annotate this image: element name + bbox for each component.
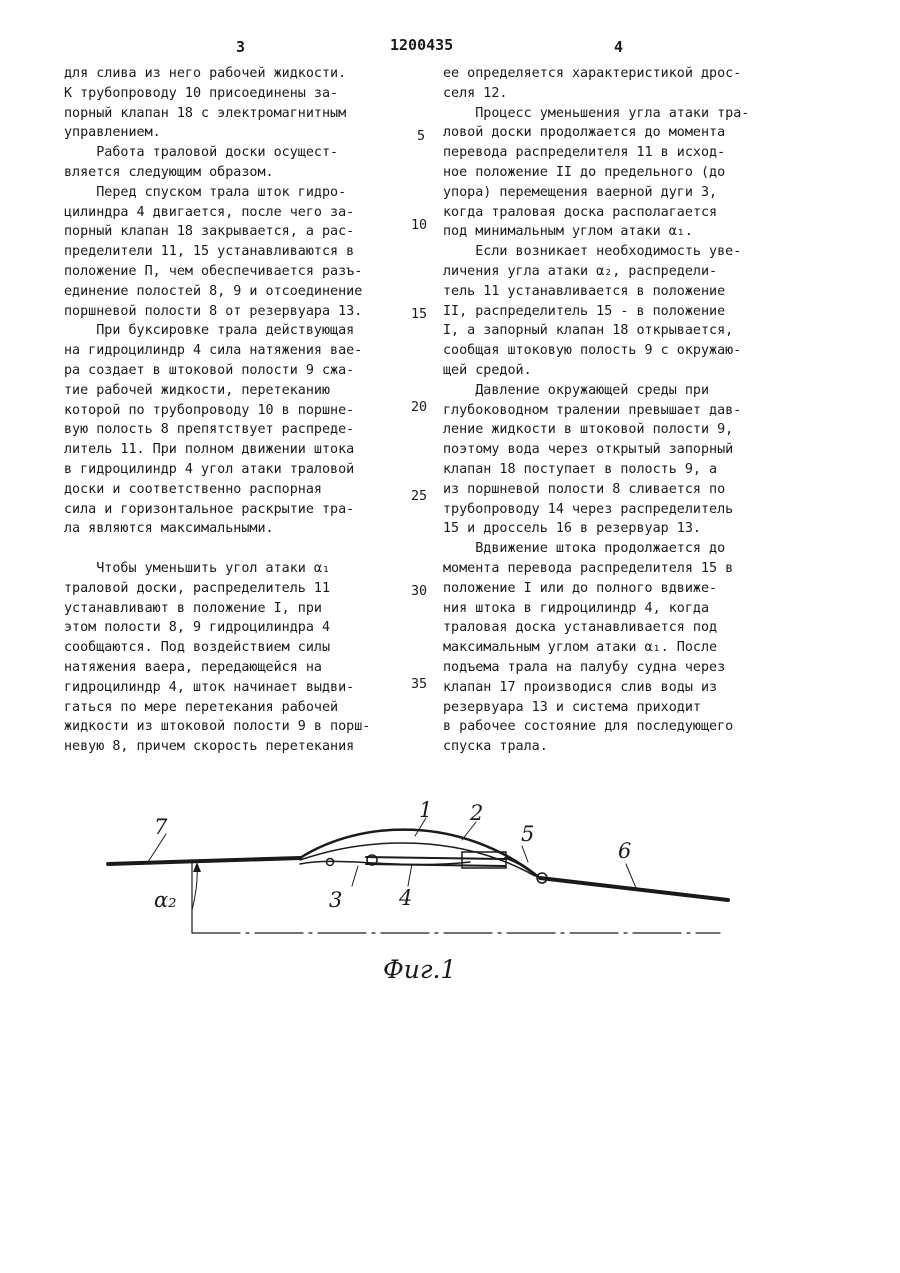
text-line: единение полостей 8, 9 и отсоединение <box>64 283 363 299</box>
text-line: ла являются максимальными. <box>64 521 274 537</box>
text-line: щей средой. <box>443 362 532 378</box>
figure-label-7: 7 <box>154 815 168 839</box>
text-line: ния штока в гидроцилиндр 4, когда <box>443 600 710 616</box>
text-line: поршневой полости 8 от резервуара 13. <box>64 303 363 319</box>
text-line: II, распределитель 15 - в положение <box>443 303 726 319</box>
leader-6 <box>626 864 636 888</box>
text-line: Если возникает необходимость уве- <box>443 244 742 260</box>
text-line: ление жидкости в штоковой полости 9, <box>443 422 734 438</box>
bracket-5 <box>505 858 540 878</box>
text-line: сообщая штоковую полость 9 с окружаю- <box>443 343 742 359</box>
text-line: перевода распределителя 11 в исход- <box>443 145 726 161</box>
text-line: Давление окружающей среды при <box>443 382 710 398</box>
text-line: когда траловая доска располагается <box>443 204 718 220</box>
text-line: клапан 17 производися слив воды из <box>443 679 718 695</box>
document-number: 1200435 <box>390 36 454 54</box>
warp-arc-3 <box>300 861 470 864</box>
text-line: на гидроцилиндр 4 сила натяжения вае- <box>64 343 363 359</box>
text-line: Вдвижение штока продолжается до <box>443 541 726 557</box>
line-number-35: 35 <box>411 677 428 692</box>
text-line: упора) перемещения ваерной дуги 3, <box>443 184 718 200</box>
text-line: Процесс уменьшения угла атаки тра- <box>443 105 750 121</box>
text-line: траловой доски, распределитель 11 <box>64 580 331 596</box>
line-number-30: 30 <box>411 584 428 599</box>
right-text-column <box>443 64 788 757</box>
trawl-cable-6 <box>540 878 728 900</box>
text-line: момента перевода распределителя 15 в <box>443 560 734 576</box>
text-line: максимальным углом атаки α₁. После <box>443 640 718 656</box>
text-line: личения угла атаки α₂, распредели- <box>443 263 718 279</box>
text-line: 15 и дроссель 16 в резервуар 13. <box>443 521 701 537</box>
warp-cable-7 <box>108 858 300 864</box>
text-line: которой по трубопроводу 10 в поршне- <box>64 402 355 418</box>
line-number-10: 10 <box>411 218 428 233</box>
arrowhead <box>193 862 201 872</box>
text-line: положение П, чем обеспечивается разъ- <box>64 263 363 279</box>
figure-caption: Фиг.1 <box>383 955 457 984</box>
text-line: устанавливают в положение I, при <box>64 600 322 616</box>
text-line: трубопроводу 14 через распределитель <box>443 501 734 517</box>
angle-label-alpha2: α₂ <box>154 888 177 912</box>
text-line: управлением. <box>64 125 161 141</box>
text-line: траловая доска устанавливается под <box>443 620 718 636</box>
text-line: в гидроцилиндр 4 угол атаки траловой <box>64 461 355 477</box>
figure-label-1: 1 <box>419 798 433 822</box>
text-line: сила и горизонтальное раскрытие тра- <box>64 501 355 517</box>
text-line: клапан 18 поступает в полость 9, а <box>443 461 718 477</box>
text-line: тель 11 устанавливается в положение <box>443 283 726 299</box>
left-text-column <box>64 64 409 757</box>
text-line: порный клапан 18 с электромагнитным <box>64 105 347 121</box>
text-line: доски и соответственно распорная <box>64 481 322 497</box>
leader-3 <box>352 866 358 886</box>
text-line: Перед спуском трала шток гидро- <box>64 184 347 200</box>
line-number-25: 25 <box>411 489 428 504</box>
text-line: положение I или до полного вдвиже- <box>443 580 718 596</box>
text-line: поэтому вода через открытый запорный <box>443 442 734 458</box>
text-line: этом полости 8, 9 гидроцилиндра 4 <box>64 620 331 636</box>
figure-label-4: 4 <box>399 886 413 910</box>
text-line: гаться по мере перетекания рабочей <box>64 699 339 715</box>
page-number-left: 3 <box>236 38 246 56</box>
text-line: подъема трала на палубу судна через <box>443 659 726 675</box>
text-line: жидкости из штоковой полости 9 в порш- <box>64 719 371 735</box>
angle-arc-alpha2 <box>192 866 197 910</box>
text-line: ее определяется характеристикой дрос- <box>443 66 742 81</box>
text-line: для слива из него рабочей жидкости. <box>64 66 347 81</box>
trawl-board-arc-1 <box>300 830 540 878</box>
text-line: спуска трала. <box>443 739 548 755</box>
text-line: тие рабочей жидкости, перетеканию <box>64 382 331 398</box>
figure-1-drawing <box>0 790 900 1030</box>
text-line: Работа траловой доски осущест- <box>64 145 339 161</box>
leader-4 <box>408 864 412 886</box>
text-line: сообщаются. Под воздействием силы <box>64 640 331 656</box>
text-line: резервуара 13 и система приходит <box>443 699 701 715</box>
figure-label-6: 6 <box>618 839 632 863</box>
figure-label-5: 5 <box>521 822 535 846</box>
line-number-5: 5 <box>417 129 426 144</box>
text-line: глубоководном тралении превышает дав- <box>443 402 742 418</box>
text-line: При буксировке трала действующая <box>64 323 355 339</box>
text-line: ловой доски продолжается до момента <box>443 125 726 141</box>
text-line <box>64 539 409 559</box>
figure-label-3: 3 <box>329 888 343 912</box>
text-line: литель 11. При полном движении штока <box>64 442 355 458</box>
text-line: из поршневой полости 8 сливается по <box>443 481 726 497</box>
text-line: ра создает в штоковой полости 9 сжа- <box>64 362 355 378</box>
page-number-right: 4 <box>614 38 624 56</box>
text-line: цилиндра 4 двигается, после чего за- <box>64 204 355 220</box>
text-line: ное положение II до предельного (до <box>443 164 726 180</box>
line-number-20: 20 <box>411 400 428 415</box>
text-line: в рабочее состояние для последующего <box>443 719 734 735</box>
text-line: натяжения ваера, передающейся на <box>64 659 322 675</box>
text-line: вляется следующим образом. <box>64 164 274 180</box>
text-line: пределители 11, 15 устанавливаются в <box>64 244 355 260</box>
text-line: вую полость 8 препятствует распреде- <box>64 422 355 438</box>
text-line: порный клапан 18 закрывается, а рас- <box>64 224 355 240</box>
text-line: Чтобы уменьшить угол атаки α₁ <box>64 560 331 576</box>
line-number-15: 15 <box>411 307 428 322</box>
leader-5 <box>522 846 528 862</box>
text-line: селя 12. <box>443 85 508 101</box>
text-line: гидроцилиндр 4, шток начинает выдви- <box>64 679 355 695</box>
text-line: невую 8, причем скорость перетекания <box>64 739 355 755</box>
text-line: под минимальным углом атаки α₁. <box>443 224 693 240</box>
figure-label-2: 2 <box>470 801 484 825</box>
text-line: К трубопроводу 10 присоединены за- <box>64 85 339 101</box>
text-line: I, а запорный клапан 18 открывается, <box>443 323 734 339</box>
